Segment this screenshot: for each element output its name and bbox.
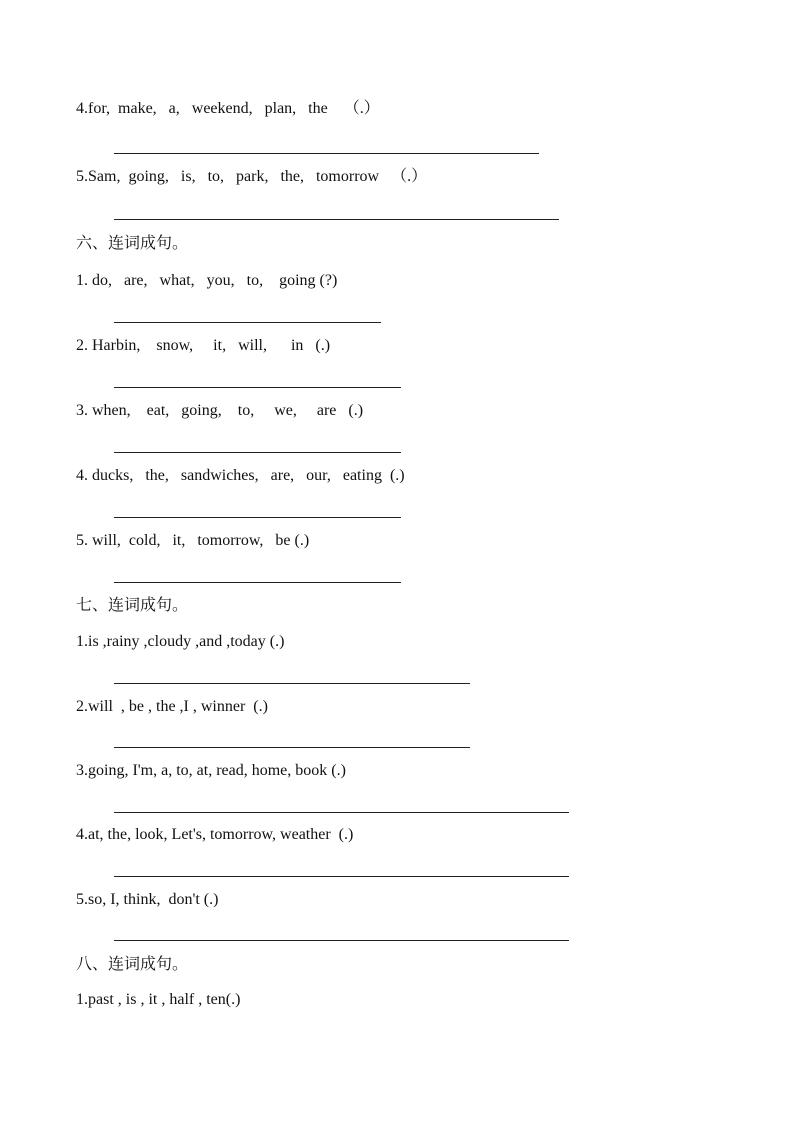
section-heading: 八、连词成句。 (76, 956, 189, 973)
question-line: 4.at, the, look, Let's, tomorrow, weather (.) (76, 826, 354, 843)
answer-blank[interactable] (114, 876, 569, 877)
question-line: 5. will, cold, it, tomorrow, be (.) (76, 532, 310, 549)
answer-blank[interactable] (114, 153, 539, 154)
question-line: 1. do, are, what, you, to, going (?) (76, 272, 338, 289)
section-heading: 六、连词成句。 (76, 235, 189, 252)
question-line: 2.will , be , the ,I , winner (.) (76, 698, 268, 715)
answer-blank[interactable] (114, 683, 470, 684)
answer-blank[interactable] (114, 582, 401, 583)
question-line: 2. Harbin, snow, it, will, in (.) (76, 337, 331, 354)
question-line: 3. when, eat, going, to, we, are (.) (76, 402, 364, 419)
question-line: 1.past , is , it , half , ten(.) (76, 991, 241, 1008)
answer-blank[interactable] (114, 517, 401, 518)
question-line: 3.going, I'm, a, to, at, read, home, book (.) (76, 762, 346, 779)
question-line: 4. ducks, the, sandwiches, are, our, eating (.) (76, 467, 405, 484)
answer-blank[interactable] (114, 452, 401, 453)
question-line: 4.for, make, a, weekend, plan, the （.） (76, 100, 380, 117)
question-line: 5.Sam, going, is, to, park, the, tomorrow （.） (76, 168, 428, 185)
question-line: 1.is ,rainy ,cloudy ,and ,today (.) (76, 633, 285, 650)
answer-blank[interactable] (114, 812, 569, 813)
answer-blank[interactable] (114, 322, 381, 323)
answer-blank[interactable] (114, 219, 559, 220)
answer-blank[interactable] (114, 940, 569, 941)
answer-blank[interactable] (114, 747, 470, 748)
section-heading: 七、连词成句。 (76, 597, 189, 614)
answer-blank[interactable] (114, 387, 401, 388)
question-line: 5.so, I, think, don't (.) (76, 891, 219, 908)
